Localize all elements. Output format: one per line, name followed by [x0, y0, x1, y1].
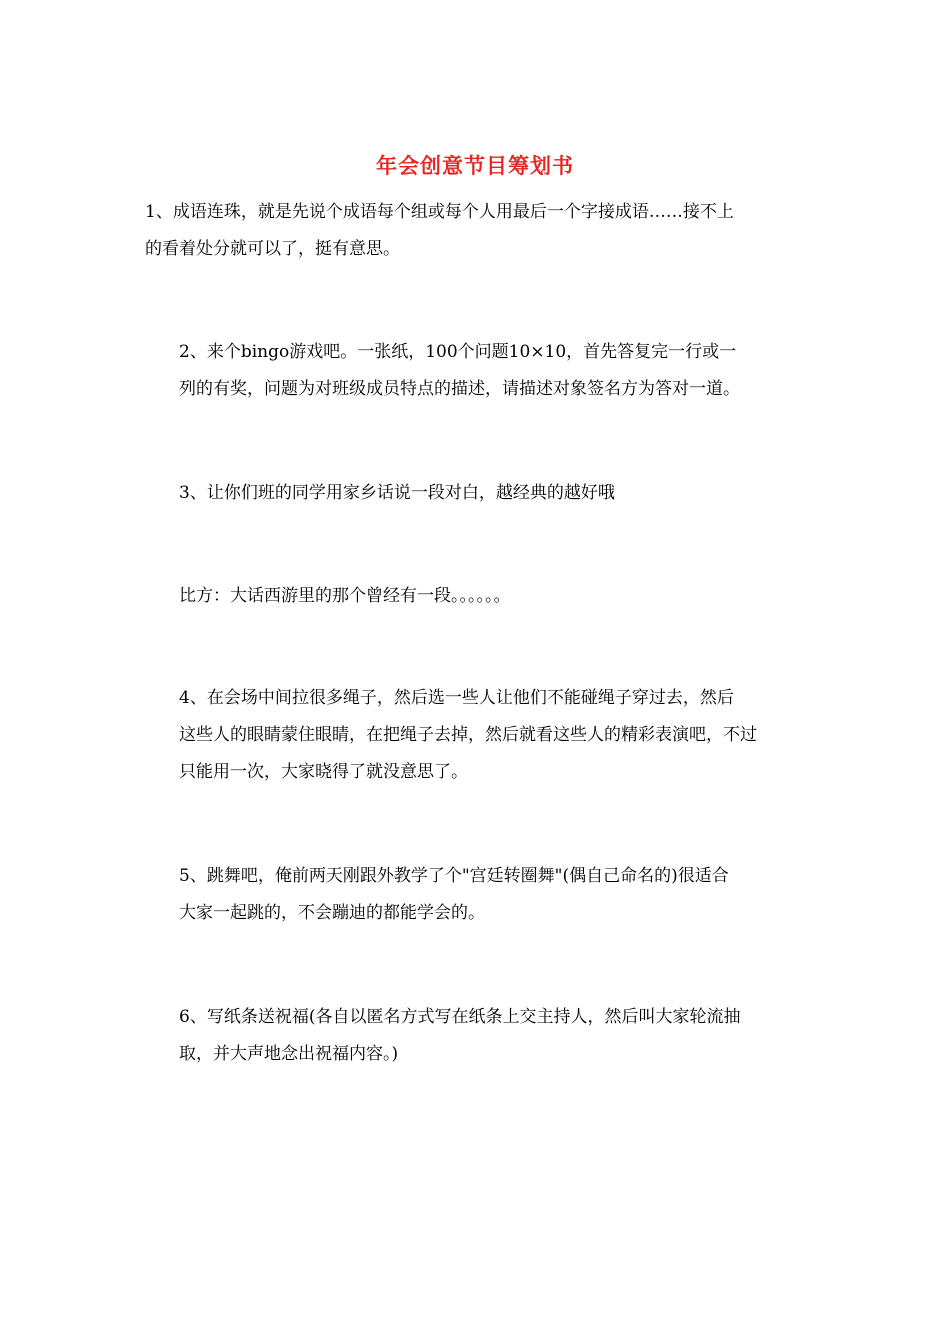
paragraph-line: 1、成语连珠，就是先说个成语每个组或每个人用最后一个字接成语……接不上 — [145, 202, 734, 222]
paragraph-line: 只能用一次，大家晓得了就没意思了。 — [179, 762, 468, 782]
paragraph-line: 的看着处分就可以了，挺有意思。 — [145, 239, 400, 259]
paragraph-5 — [145, 680, 805, 791]
paragraph-line: 4、在会场中间拉很多绳子，然后选一些人让他们不能碰绳子穿过去，然后 — [179, 688, 734, 708]
paragraph-line: 2、来个bingo游戏吧。一张纸，100个问题10×10，首先答复完一行或一 — [179, 342, 737, 362]
paragraph-line: 比方：大话西游里的那个曾经有一段。。。。。。 — [179, 586, 511, 606]
document-title: 年会创意节目筹划书 — [376, 154, 574, 178]
paragraph-line: 5、跳舞吧，俺前两天刚跟外教学了个"宫廷转圈舞"(偶自己命名的)很适合 — [179, 866, 729, 886]
paragraph-2 — [145, 334, 805, 408]
paragraph-1 — [145, 194, 805, 268]
paragraph-6 — [145, 858, 805, 932]
paragraph-4 — [145, 578, 805, 615]
paragraph-7 — [145, 999, 805, 1073]
paragraph-line: 这些人的眼睛蒙住眼睛，在把绳子去掉，然后就看这些人的精彩表演吧，不过 — [179, 725, 757, 745]
paragraph-line: 6、写纸条送祝福(各自以匿名方式写在纸条上交主持人，然后叫大家轮流抽 — [179, 1007, 741, 1027]
paragraph-line: 列的有奖，问题为对班级成员特点的描述，请描述对象签名方为答对一道。 — [179, 379, 740, 399]
paragraph-line: 3、让你们班的同学用家乡话说一段对白，越经典的越好哦 — [179, 483, 615, 503]
paragraph-line: 大家一起跳的，不会蹦迪的都能学会的。 — [179, 903, 485, 923]
paragraph-line: 取，并大声地念出祝福内容。) — [179, 1044, 399, 1064]
paragraph-3 — [145, 475, 805, 512]
